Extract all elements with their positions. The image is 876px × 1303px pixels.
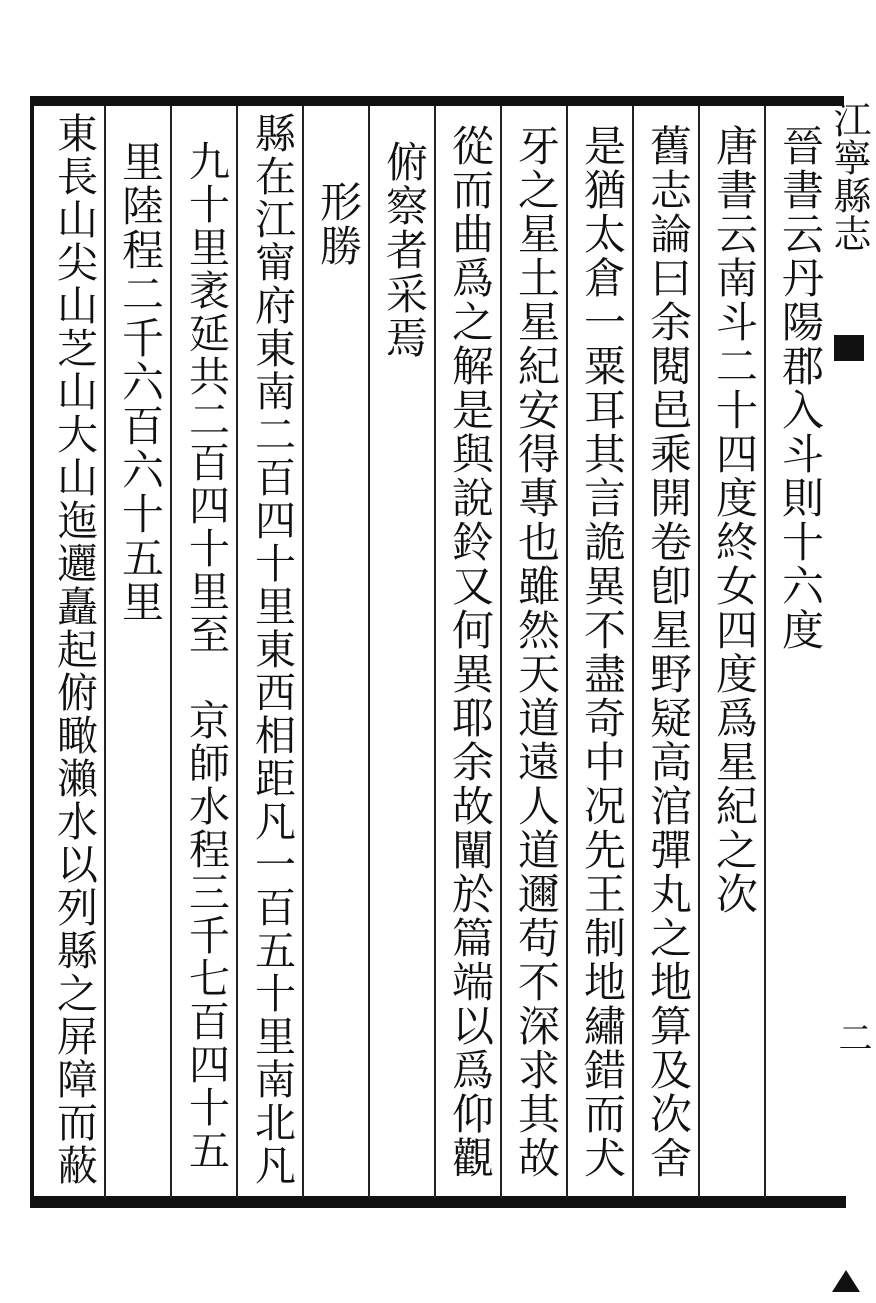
text-column: 九十里袤延共二百四十里至 京師水程三千七百四十五 [182, 140, 230, 1172]
bottom-frame-rule [30, 1196, 846, 1208]
section-heading: 形勝 [314, 180, 363, 268]
page-margin-column [826, 100, 874, 1196]
column-rule [236, 106, 238, 1198]
text-column: 從而曲爲之解是與說鈴又何異耶余故闡於篇端以爲仰觀 [446, 124, 495, 1180]
lower-fish-tail-mark [832, 1270, 860, 1292]
column-rule [104, 106, 106, 1198]
text-column: 晉書云丹陽郡入斗則十六度 [776, 124, 825, 652]
column-rule [500, 106, 502, 1198]
text-column: 舊志論曰余閱邑乘開卷卽星野疑高涫彈丸之地算及次舍 [644, 124, 693, 1180]
column-rule [566, 106, 568, 1198]
text-column: 唐書云南斗二十四度終女四度爲星紀之次 [710, 124, 759, 916]
text-column: 牙之星土星紀安得專也雖然天道遠人道邇苟不深求其故 [512, 124, 561, 1180]
text-column: 縣在江甯府東南二百四十里東西相距凡一百五十里南北凡 [248, 112, 296, 1187]
left-frame-rule [30, 96, 34, 1208]
column-rule [368, 106, 370, 1198]
column-rule [302, 106, 304, 1198]
column-rule [698, 106, 700, 1198]
top-frame-rule [32, 96, 844, 106]
text-column: 俯察者采焉 [380, 140, 429, 360]
column-rule [434, 106, 436, 1198]
text-column: 是猶太倉一粟耳其言詭異不盡奇中况先王制地繡錯而犬 [578, 124, 627, 1180]
column-rule [170, 106, 172, 1198]
fish-tail-mark [834, 335, 864, 361]
folio-number: 二 [832, 1020, 872, 1054]
margin-book-title: 江寧縣志 [827, 100, 871, 252]
column-rule [764, 106, 766, 1198]
text-column: 里陸程二千六百六十五里 [116, 140, 165, 624]
text-column: 東長山尖山芝山大山迤邐矗起俯瞰瀨水以列縣之屏障而蔽 [50, 112, 98, 1187]
column-rule [632, 106, 634, 1198]
